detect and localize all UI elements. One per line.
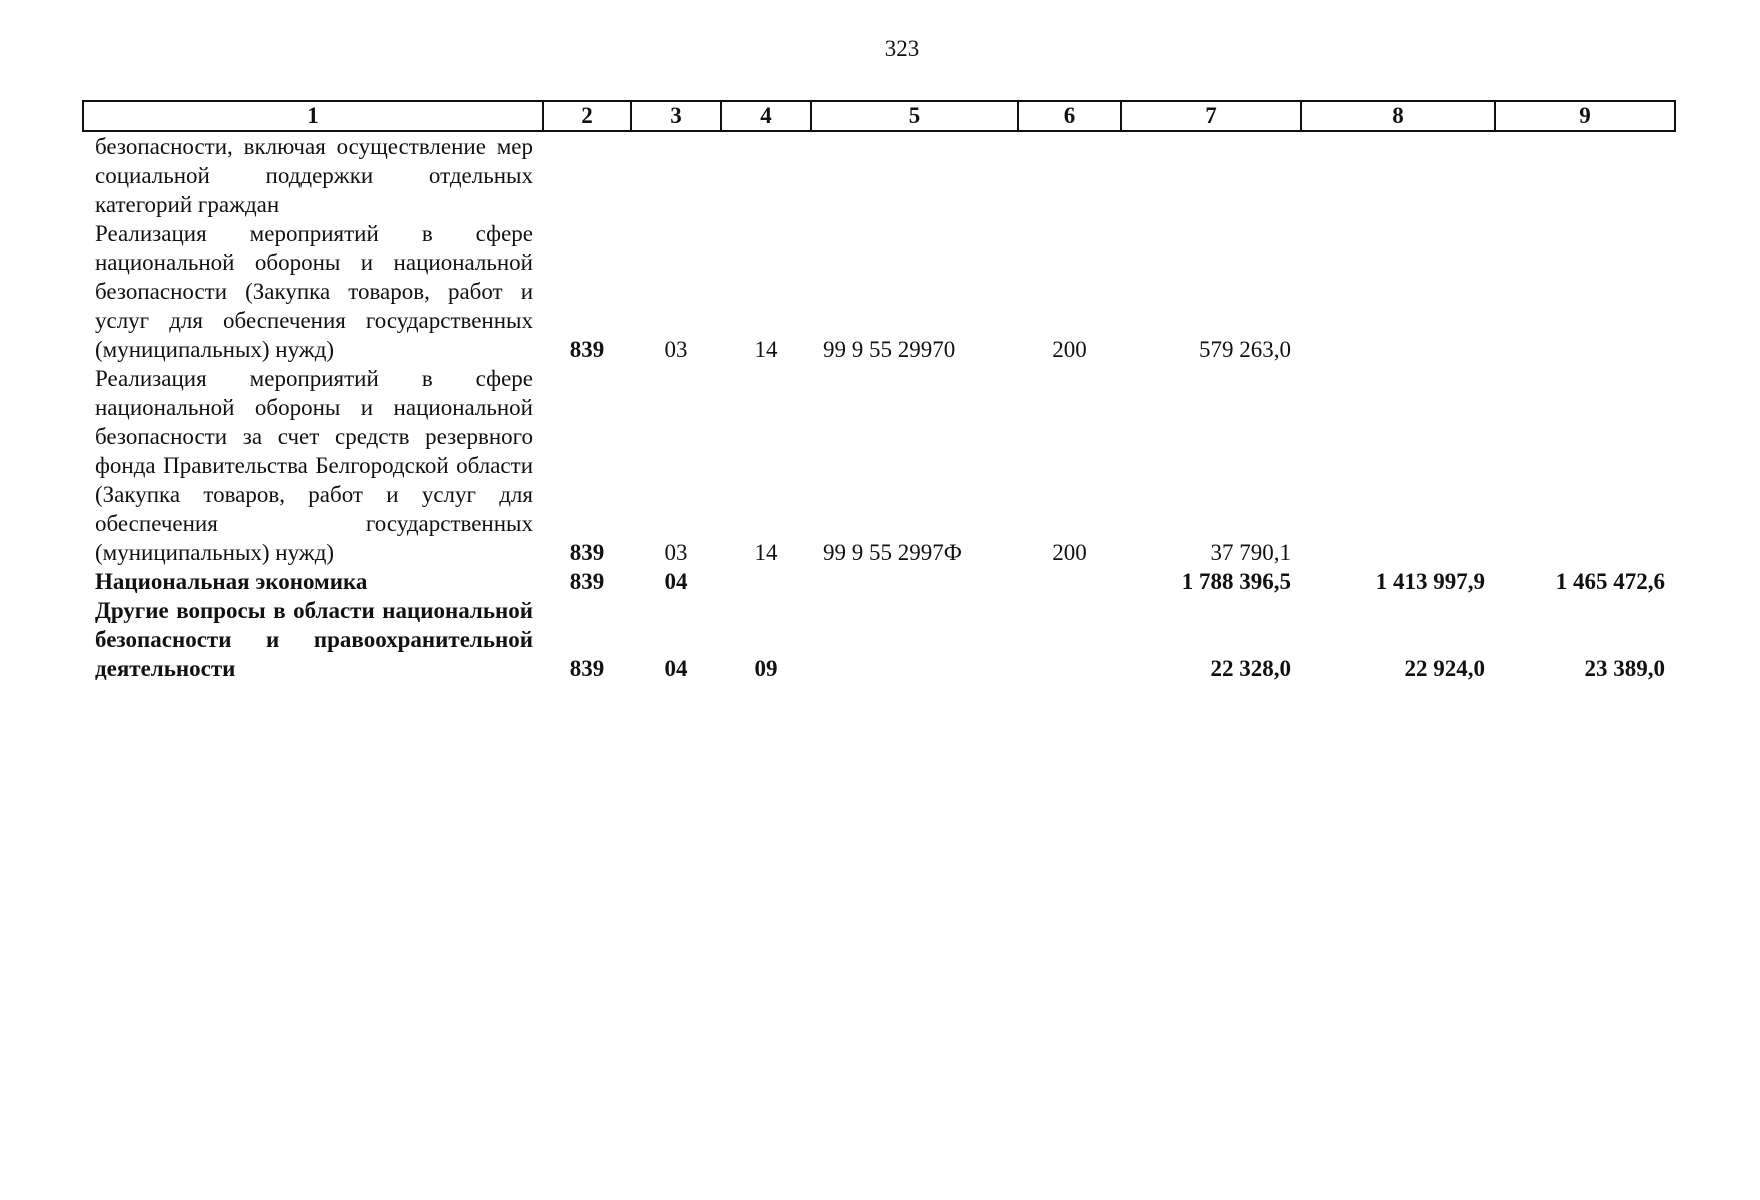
budget-table [82, 100, 1676, 683]
row-csr [811, 567, 1018, 596]
row-name: Реализация мероприятий в сфере национальной обороны и национальной безопасности (Закупка товаров, работ и услуг для обеспечения государственных (муниципальных) нужд) [95, 221, 533, 362]
row-year3 [1495, 219, 1675, 364]
header-col-8: 8 [1301, 101, 1495, 131]
header-col-2: 2 [543, 101, 631, 131]
row-rz: 04 [664, 656, 688, 681]
row-pr [721, 131, 811, 219]
row-year1: 1 788 396,5 [1181, 569, 1291, 594]
row-csr: 99 9 55 2997Ф [823, 540, 962, 565]
header-col-7: 7 [1121, 101, 1301, 131]
header-col-5: 5 [811, 101, 1018, 131]
row-csr: 99 9 55 29970 [823, 337, 956, 362]
row-year3: 23 389,0 [1584, 656, 1665, 681]
table-row [83, 219, 1675, 364]
row-name: безопасности, включая осуществление мер социальной поддержки отдельных категорий граждан [95, 134, 533, 217]
row-year3: 1 465 472,6 [1555, 569, 1665, 594]
table-row [83, 567, 1675, 596]
row-vr: 200 [1052, 540, 1087, 565]
row-year1 [1121, 131, 1301, 219]
header-col-6: 6 [1018, 101, 1121, 131]
header-col-9: 9 [1495, 101, 1675, 131]
row-rz [631, 131, 721, 219]
table-row [83, 131, 1675, 219]
row-year2 [1301, 219, 1495, 364]
row-ved: 839 [569, 540, 605, 565]
row-year1: 579 263,0 [1199, 337, 1291, 362]
row-year2 [1301, 131, 1495, 219]
row-year3 [1495, 364, 1675, 567]
row-vr [1018, 131, 1121, 219]
row-ved: 839 [569, 337, 605, 362]
row-csr [811, 131, 1018, 219]
table-row [83, 364, 1675, 567]
row-csr [811, 596, 1018, 683]
row-pr [721, 567, 811, 596]
table-header-row [83, 101, 1675, 131]
header-col-4: 4 [721, 101, 811, 131]
row-name: Реализация мероприятий в сфере национальной обороны и национальной безопасности за счет средств резервного фонда Правительства Белгородской области (Закупка товаров, работ и услуг для обеспечения государственных (муниципальных) нужд) [95, 366, 533, 565]
row-vr: 200 [1052, 337, 1087, 362]
row-year2 [1301, 364, 1495, 567]
row-vr [1018, 567, 1121, 596]
row-rz: 03 [664, 337, 688, 362]
row-name: Другие вопросы в области национальной безопасности и правоохранительной деятельности [95, 598, 533, 681]
row-ved [543, 131, 631, 219]
row-year1: 37 790,1 [1210, 540, 1291, 565]
row-year3 [1495, 131, 1675, 219]
page-number: 323 [884, 36, 920, 61]
header-col-1: 1 [83, 101, 543, 131]
row-rz: 04 [664, 569, 688, 594]
row-vr [1018, 596, 1121, 683]
row-name: Национальная экономика [95, 569, 368, 594]
row-year2: 1 413 997,9 [1375, 569, 1485, 594]
row-pr: 14 [754, 337, 778, 362]
row-year1: 22 328,0 [1210, 656, 1291, 681]
row-pr: 09 [754, 656, 778, 681]
row-ved: 839 [569, 656, 605, 681]
table-row [83, 596, 1675, 683]
row-rz: 03 [664, 540, 688, 565]
row-year2: 22 924,0 [1404, 656, 1485, 681]
row-ved: 839 [569, 569, 605, 594]
row-pr: 14 [754, 540, 778, 565]
header-col-3: 3 [631, 101, 721, 131]
